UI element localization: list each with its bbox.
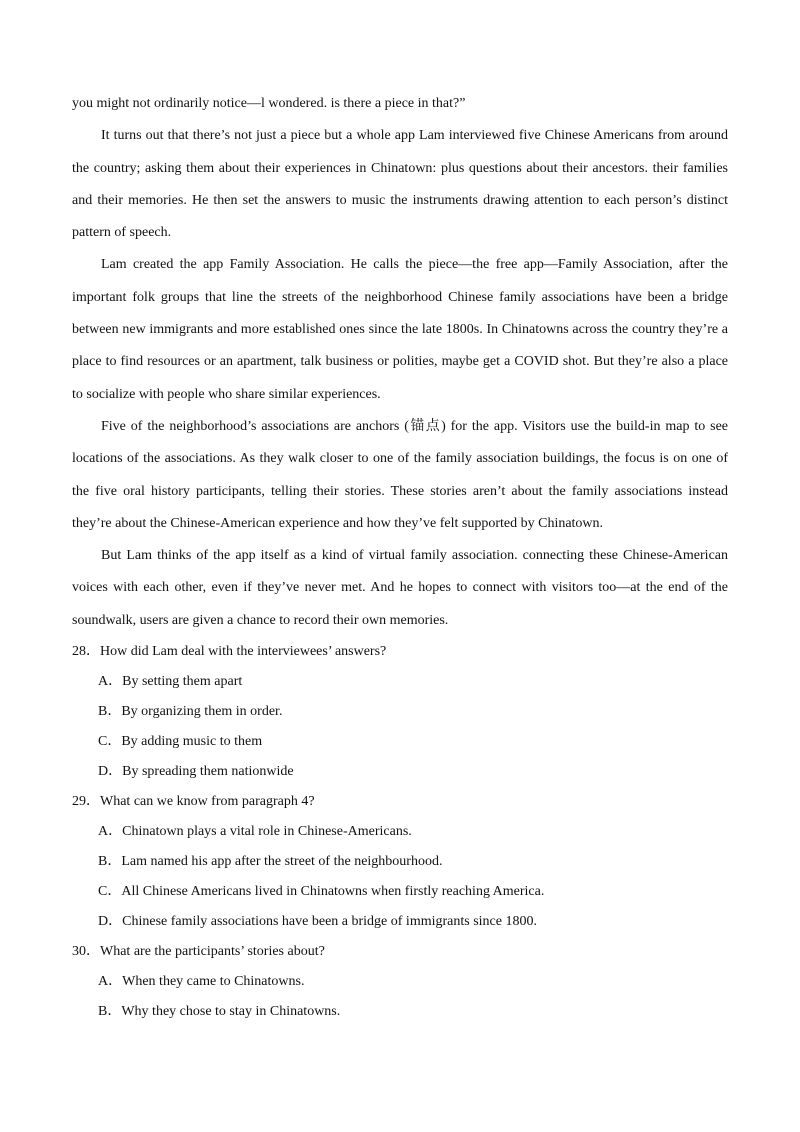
option-text: All Chinese Americans lived in Chinatowns when firstly reaching America. <box>121 884 545 900</box>
question-text: What are the participants’ stories about? <box>100 944 325 960</box>
passage-paragraph-4: Five of the neighborhood’s associations are anchors (锚点) for the app. Visitors use the build-in map to see locations of the associations. As they walk closer to one of the family association buildings, the focus is on one of the five oral history participants, telling their stories. These stories aren’t about the family associations instead they’re about the Chinese-American experience and how they’ve felt supported by Chinatown. <box>72 418 728 531</box>
option-c <box>72 877 728 907</box>
option-letter: C． <box>98 884 122 900</box>
passage-paragraph-2: It turns out that there’s not just a piece but a whole app Lam interviewed five Chinese Americans from around the country; asking them about their experiences in Chinatown: plus questions about their ancestors. their families and their memories. He then set the answers to music the instruments drawing attention to each person’s distinct pattern of speech. <box>72 128 728 241</box>
option-letter: D． <box>98 764 123 780</box>
option-letter: B． <box>98 854 122 870</box>
option-b <box>72 997 728 1027</box>
option-c <box>72 727 728 757</box>
passage-paragraph-3: Lam created the app Family Association. He calls the piece—the free app—Family Association, after the important folk groups that line the streets of the neighborhood Chinese family associations have been a bridge between new immigrants and more established ones since the late 1800s. In Chinatowns across the country they’re a place to find resources or an apartment, talk business or polities, maybe get a COVID shot. But they’re also a place to socialize with people who share similar experiences. <box>72 257 728 402</box>
question-number: 29． <box>72 794 100 810</box>
option-letter: C． <box>98 734 122 750</box>
question-number: 28． <box>72 644 100 660</box>
option-text: Why they chose to stay in Chinatowns. <box>121 1004 341 1020</box>
question-text: What can we know from paragraph 4? <box>100 794 315 810</box>
option-a <box>72 817 728 847</box>
option-d <box>72 907 728 937</box>
option-b <box>72 847 728 877</box>
question-list <box>72 637 728 1027</box>
option-letter: B． <box>98 1004 122 1020</box>
question-text: How did Lam deal with the interviewees’ answers? <box>100 644 387 660</box>
question-stem <box>72 937 728 967</box>
option-letter: A． <box>98 674 123 690</box>
question-28 <box>72 637 728 787</box>
option-a <box>72 967 728 997</box>
option-text: Lam named his app after the street of the neighbourhood. <box>121 854 443 870</box>
question-stem <box>72 787 728 817</box>
option-text: By adding music to them <box>121 734 263 750</box>
option-letter: B． <box>98 704 122 720</box>
question-29 <box>72 787 728 937</box>
question-number: 30． <box>72 944 100 960</box>
option-text: When they came to Chinatowns. <box>122 974 305 990</box>
question-stem <box>72 637 728 667</box>
option-text: Chinatown plays a vital role in Chinese-Americans. <box>122 824 412 840</box>
passage-paragraph-1: you might not ordinarily notice—l wondered. is there a piece in that?” <box>72 96 466 111</box>
passage-paragraph-5: But Lam thinks of the app itself as a kind of virtual family association. connecting these Chinese-American voices with each other, even if they’ve never met. And he hopes to connect with visitors too—at the end of the soundwalk, users are given a chance to record their own memories. <box>72 548 728 628</box>
option-letter: A． <box>98 824 123 840</box>
option-text: By spreading them nationwide <box>122 764 294 780</box>
question-30 <box>72 937 728 1027</box>
reading-passage <box>72 88 728 637</box>
option-b <box>72 697 728 727</box>
option-letter: A． <box>98 974 123 990</box>
option-letter: D． <box>98 914 123 930</box>
option-text: By setting them apart <box>122 674 243 690</box>
option-a <box>72 667 728 697</box>
option-text: By organizing them in order. <box>121 704 283 720</box>
option-text: Chinese family associations have been a bridge of immigrants since 1800. <box>122 914 537 930</box>
option-d <box>72 757 728 787</box>
